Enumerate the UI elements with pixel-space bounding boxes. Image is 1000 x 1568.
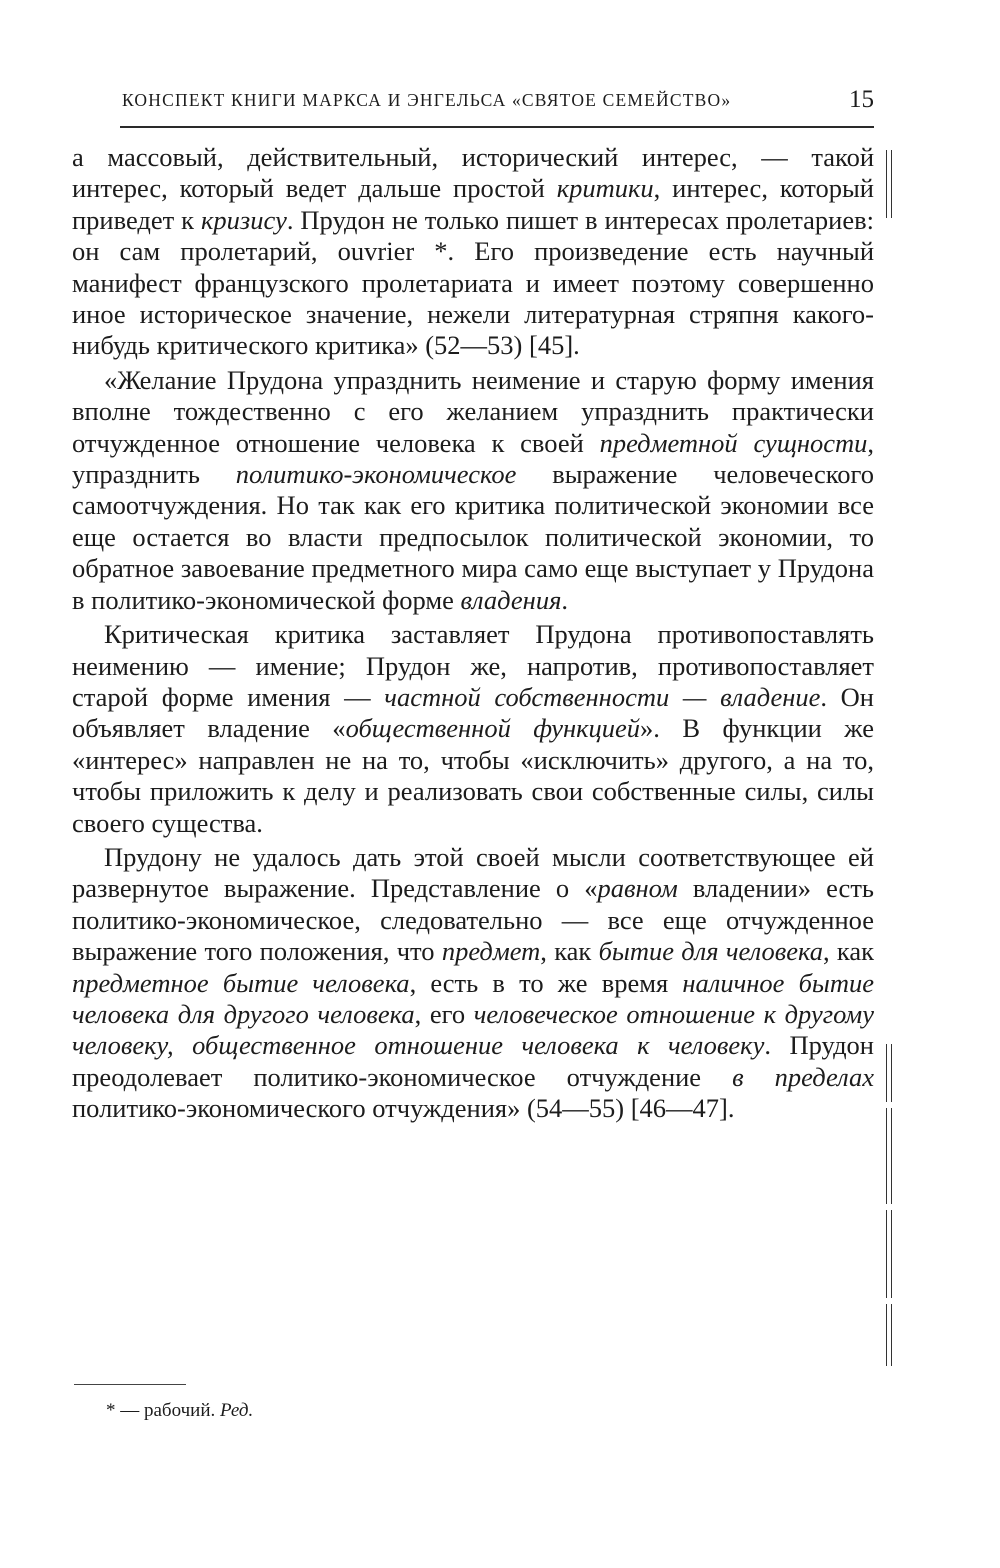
body-text — [72, 142, 874, 1125]
italic-segment: политико-экономическое — [235, 459, 517, 490]
page-number: 15 — [849, 86, 874, 113]
paragraph-4 — [72, 842, 874, 1125]
margin-mark-1 — [886, 150, 892, 218]
text-segment: . Прудон преодолевает политико-экономическое отчуждение — [72, 1030, 874, 1092]
margin-mark-4 — [886, 1210, 892, 1298]
text-segment: , как — [822, 936, 874, 967]
text-segment: . Он объявляет владение « — [72, 681, 874, 744]
text-segment: , интерес, который приведет к — [72, 173, 874, 235]
margin-mark-5 — [886, 1304, 892, 1366]
text-segment: владении» есть политико-экономическое, следовательно — все еще отчужденное выражение того положения, что — [72, 873, 874, 967]
italic-segment: общественной функцией — [345, 713, 641, 744]
paragraph-2 — [72, 365, 874, 616]
footnote-text: рабочий. — [144, 1400, 216, 1421]
paragraph-3 — [72, 619, 874, 839]
italic-segment: предмет — [441, 936, 541, 967]
text-segment: , есть в то же время — [409, 967, 683, 998]
italic-segment: критики — [556, 173, 654, 204]
page-header — [122, 86, 874, 122]
italic-segment: человеческое отношение к другому человеку, общественное отношение человека к человеку — [72, 998, 874, 1061]
text-segment: Критическая критика заставляет Прудона противопоставлять неимению — имение; Прудон же, напротив, противопоставляет старой форме имения — — [72, 619, 874, 712]
text-segment: Прудону не удалось дать этой своей мысли соответствующее ей развернутое выражение. Представление о « — [72, 841, 874, 904]
text-segment: , как — [540, 936, 599, 967]
margin-mark-3 — [886, 1108, 892, 1204]
text-segment: , его — [414, 998, 474, 1029]
italic-segment: предметное бытие человека — [72, 967, 410, 998]
italic-segment: в пределах — [732, 1061, 875, 1092]
text-segment: . — [561, 584, 569, 615]
text-segment: а массовый, действительный, исторический интерес, — такой интерес, который ведет дальше простой — [72, 142, 874, 204]
footnote-editor-mark: Ред. — [220, 1400, 254, 1421]
header-rule — [120, 126, 874, 128]
italic-segment: бытие для человека — [598, 936, 823, 967]
italic-segment: кризису — [201, 204, 287, 235]
text-segment: выражение человеческого самоотчуждения. Но так как его критика политической экономии все еще остается во власти предпосылок политической экономии, то обратное завоевание предметного мира само еще выступает у Прудона в политико-экономической форме — [72, 459, 874, 615]
text-segment: политико-экономического отчуждения» (54—55) [46—47]. — [72, 1093, 735, 1124]
paragraph-1 — [72, 142, 874, 362]
footnote-marker: * — — [106, 1400, 140, 1421]
text-segment: ». В функции же «интерес» направлен не на то, чтобы «исключить» другого, а на то, чтобы приложить к делу и реализовать свои собственные силы, силы своего существа. — [72, 713, 875, 838]
footnote — [106, 1400, 253, 1422]
running-head: КОНСПЕКТ КНИГИ МАРКСА И ЭНГЕЛЬСА «СВЯТОЕ СЕМЕЙСТВО» — [122, 90, 732, 110]
text-segment: , упразднить — [72, 427, 874, 490]
italic-segment: равном — [597, 873, 678, 904]
text-segment: . Прудон не только пишет в интересах пролетариев: он сам пролетарий, ouvrier *. Его произведение есть научный манифест французского пролетариата и имеет поэтому совершенно иное историческое значение, нежели литературная стряпня какого-нибудь критического критика» (52—53) [45]. — [72, 204, 874, 361]
italic-segment: владения — [460, 584, 562, 615]
italic-segment: наличное бытие человека для другого человека — [72, 967, 874, 1029]
footnote-rule — [74, 1384, 186, 1385]
italic-segment: частной собственности — владение — [384, 681, 821, 712]
margin-mark-2 — [886, 1044, 892, 1102]
text-segment: «Желание Прудона упразднить неимение и старую форму имения вполне тождественно с его желанием упразднить практически отчужденное отношение человека к своей — [72, 364, 874, 458]
italic-segment: предметной сущности — [599, 427, 868, 458]
